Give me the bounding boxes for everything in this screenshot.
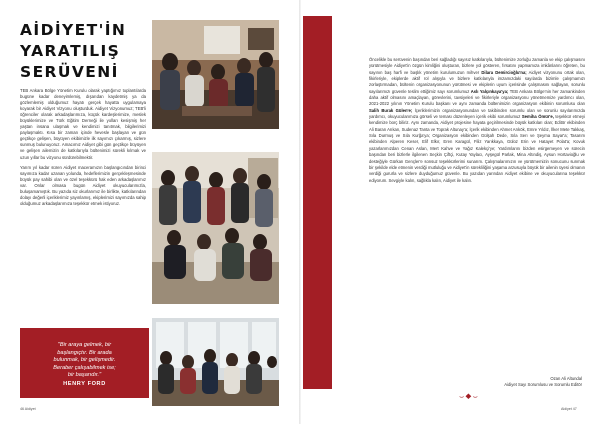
thanks-body-text	[369, 57, 585, 184]
signature-role: Aidiyet Sayı Sorumlusu ve Sorumlu Editör	[504, 382, 582, 388]
thanks-text: Sevgiyle kalın, sağlıkla kalın, Aidiyet ile kalın.	[387, 177, 473, 183]
quote-line: bulunmak, bir gelişmedir.	[53, 357, 116, 364]
title-line: YARATILIŞ	[20, 42, 121, 60]
quote-line: bir başarıdır."	[67, 372, 102, 379]
quote-box	[20, 328, 149, 398]
page-number-right: Aidiyet 47	[561, 407, 577, 411]
thanks-name: Dilara Demircioğlu'na;	[479, 69, 527, 75]
thanks-text: sonsuz teşekkürlerimi sunarım.	[422, 158, 484, 164]
team-photo-window	[152, 318, 279, 406]
quote-author: HENRY FORD	[63, 380, 106, 387]
title-band	[303, 16, 332, 389]
intro-paragraph: Yarım yıl kadar süren Aidiyet maceramızın başlangıcından birinci sayımıza kadar uzanan yolunda, hedeflerimizin gerçekleşmesinde büyük pay sahibi olan ve özel teşekkürü hak eden arkadaşlarımız var. Onlar olmasa bugün Aidiyet okuyucularımızla, buluşamamıştık. Bu yazıda siz okurlarımız ile birlikte, katkılarından dolayı değerli içeriklerimiz yayınlamış, ekiplerimizi sayımızda sahip olduğumuz arkadaşlarımıza teşekkür etmek istiyoruz.	[20, 164, 146, 206]
quote-line: başlangıçtır. Bir arada	[57, 349, 112, 356]
thanks-text: Öncelikle bu serüvenin başından beri sağladığı sayısız katkılarıyla, bültenimize zorluğu zamanla ve ekip çalışmasını yürütmesiyle Aidiyet'in özgün kimliğini oluşturan, bizlere yol gösteren, fırsatını yapmamıza imkânlarını öğreten, bu sayının baş harfi ve başlık yönetim kurulumuzun mihver	[369, 57, 585, 75]
thanks-text: teşekkür etmeyi kendimize borç biliriz.	[369, 114, 585, 126]
thanks-text: Aynı zamanda, Aidiyet projesine hayata geçirilmesinde büyük katkıları olan; Editör ekibinden Ali Baran Arıkan, Sudenaz Tanta ve Toprak Altunay'a; İçerik ekibinden Ahmet Arıkök, Emre Yıldız, İlker Mete Takkaş, Sıla Durmuş ve Sıla Kurğa'ya;	[369, 120, 585, 139]
signature-name: Ozan Ali Altundal	[550, 376, 582, 381]
intro-text	[20, 88, 146, 207]
page-number-left: 46 Aidiyet	[20, 407, 36, 411]
team-photo-office	[152, 20, 279, 129]
quote-text	[34, 342, 135, 380]
intro-paragraph: TEB Ankara Bölge Yönetim Kurulu olarak yaptığımız toplantılarda bugüne kadar deneyimlemiş, dışarıdan kaydetmiş ya da gözlemlemiş olduğumuz hayatı gerçek hayatta uygulamaya koyarak bir Aidiyet Vizyonu oluşturduk. Aidiyet Vizyonumuz; TEB'li öğrenciler olarak arkadaşlarımıza, küçük kardeşlerimize, meslek büyüklerimize ve Türk Eğitim Derneği ile yolları kesişmiş her yaştan insana ulaşmak ve kendimizi tanıtmak, bilgilerimizi paylaşmaktı. Kısa bir zaman içinde hevesle başlayan ve gün geçtikçe gelişen, büyüyen ekibimizle ilk sayımızı çıkarmış, sizlere sunmuş bulunuyoruz. Amacımız Aidiyet gibi gün geçtikçe büyüyen ve gelişen ailemizin de katkılarıyla bültenimizi sürekli kılmak ve uzun yıllar bu vizyonu sürdürebilmektir.	[20, 88, 146, 160]
thanks-name: Aslı Yalçınkaya'ya;	[469, 88, 509, 94]
thanks-text: İçeriklerimizin organizasyonundan ve takibinden sorumlu olan ve sorunlu sayılarımızda yardımcı, okuyucularımıza görseli ve teması düzenleyen içerik ekibi sorumlumuz	[369, 107, 585, 120]
right-page	[301, 0, 600, 424]
title-line: AİDİYET'İN	[20, 21, 127, 39]
team-photo-classroom	[152, 152, 279, 304]
article-title	[20, 20, 150, 83]
title-line: SERÜVENİ	[20, 63, 119, 81]
section-title: TEŞEKKÜRLER	[347, 88, 371, 284]
quote-line: "Bir araya gelmek, bir	[57, 342, 112, 348]
thanks-name: Semiha Ömür'e,	[520, 114, 554, 120]
ornament-icon: ⌣◆⌣	[459, 392, 479, 401]
thanks-text: Organizasyon ekibinden Gülşah Dede, Sıla Serı ve Şeyma Sayar'a; Tasarım ekibinden Alperen Keser, Elif Elkır, Eren Karagül, Filiz Yarıkkaya, Güloz Erin ve Hatayet Polat'a;	[369, 133, 585, 145]
quote-line: Beraber çalışabilmek ise;	[53, 364, 116, 371]
signature	[504, 376, 582, 389]
thanks-text: Çalışmalarımızın ve yürütmemizin sonucunu sunmak bir şekilde elde etmenin verdiği mutluluğu ve Aidiyet'in sürekliliğini yaşama arzusuyla büyük bir ailenin üyesi olmanın verdiği gururla ve sizlere duyduğumuz güvenle. Bu yazıdan yarından Aidiyet ekibine ve okuyucularına teşekkür ediyorum.	[369, 158, 585, 183]
thanks-text: TEB Ankara Bölge'nin her zamankinden daha aktif olmasını amaçlayan, görevlerini, tavsiyeleri ve fikirleriyle organizasyonu yönetmemize yardımcı olan, 2021-2022 yılının Yönetim Kurulu başkanı ve aynı zamanda bültenimizin organizasyon ekibinin sorumlusu olan	[369, 88, 585, 107]
thanks-text: Kovuk yazarlarımızdan Cenan Aslan, Mert Kahve ve Yağız Kalekçi'ye; Yardımlarını bizden esirgemeyen ve sürecin başından beri bizlerle ilgilenen Seçkin Çiftçi, Kutay Yaylacı, Ayşegül Parlak, Mina Altındiş, Aysun Hortavioğlu ve desteğiyle Gürkan Gençler'e	[369, 139, 585, 164]
thanks-name: Salih Burak Gülen'e;	[369, 107, 413, 113]
thanks-text: Aidiyet vizyonunu ortak olan, fikirleriyle, ekiplerde aktif rol alışıyla ve bizlere katkılarıyla imzamızdaki sayılarda bizimle çalışmamızı zorlaştırmadan, bültenin organizasyonunun yürütmesi ve ekiplerin uyum içerisinde çalışmasını sağlayan, sorunlu sayılarımızı güvenle teslim ettiğimiz sayı sorumlumuz	[369, 69, 585, 94]
